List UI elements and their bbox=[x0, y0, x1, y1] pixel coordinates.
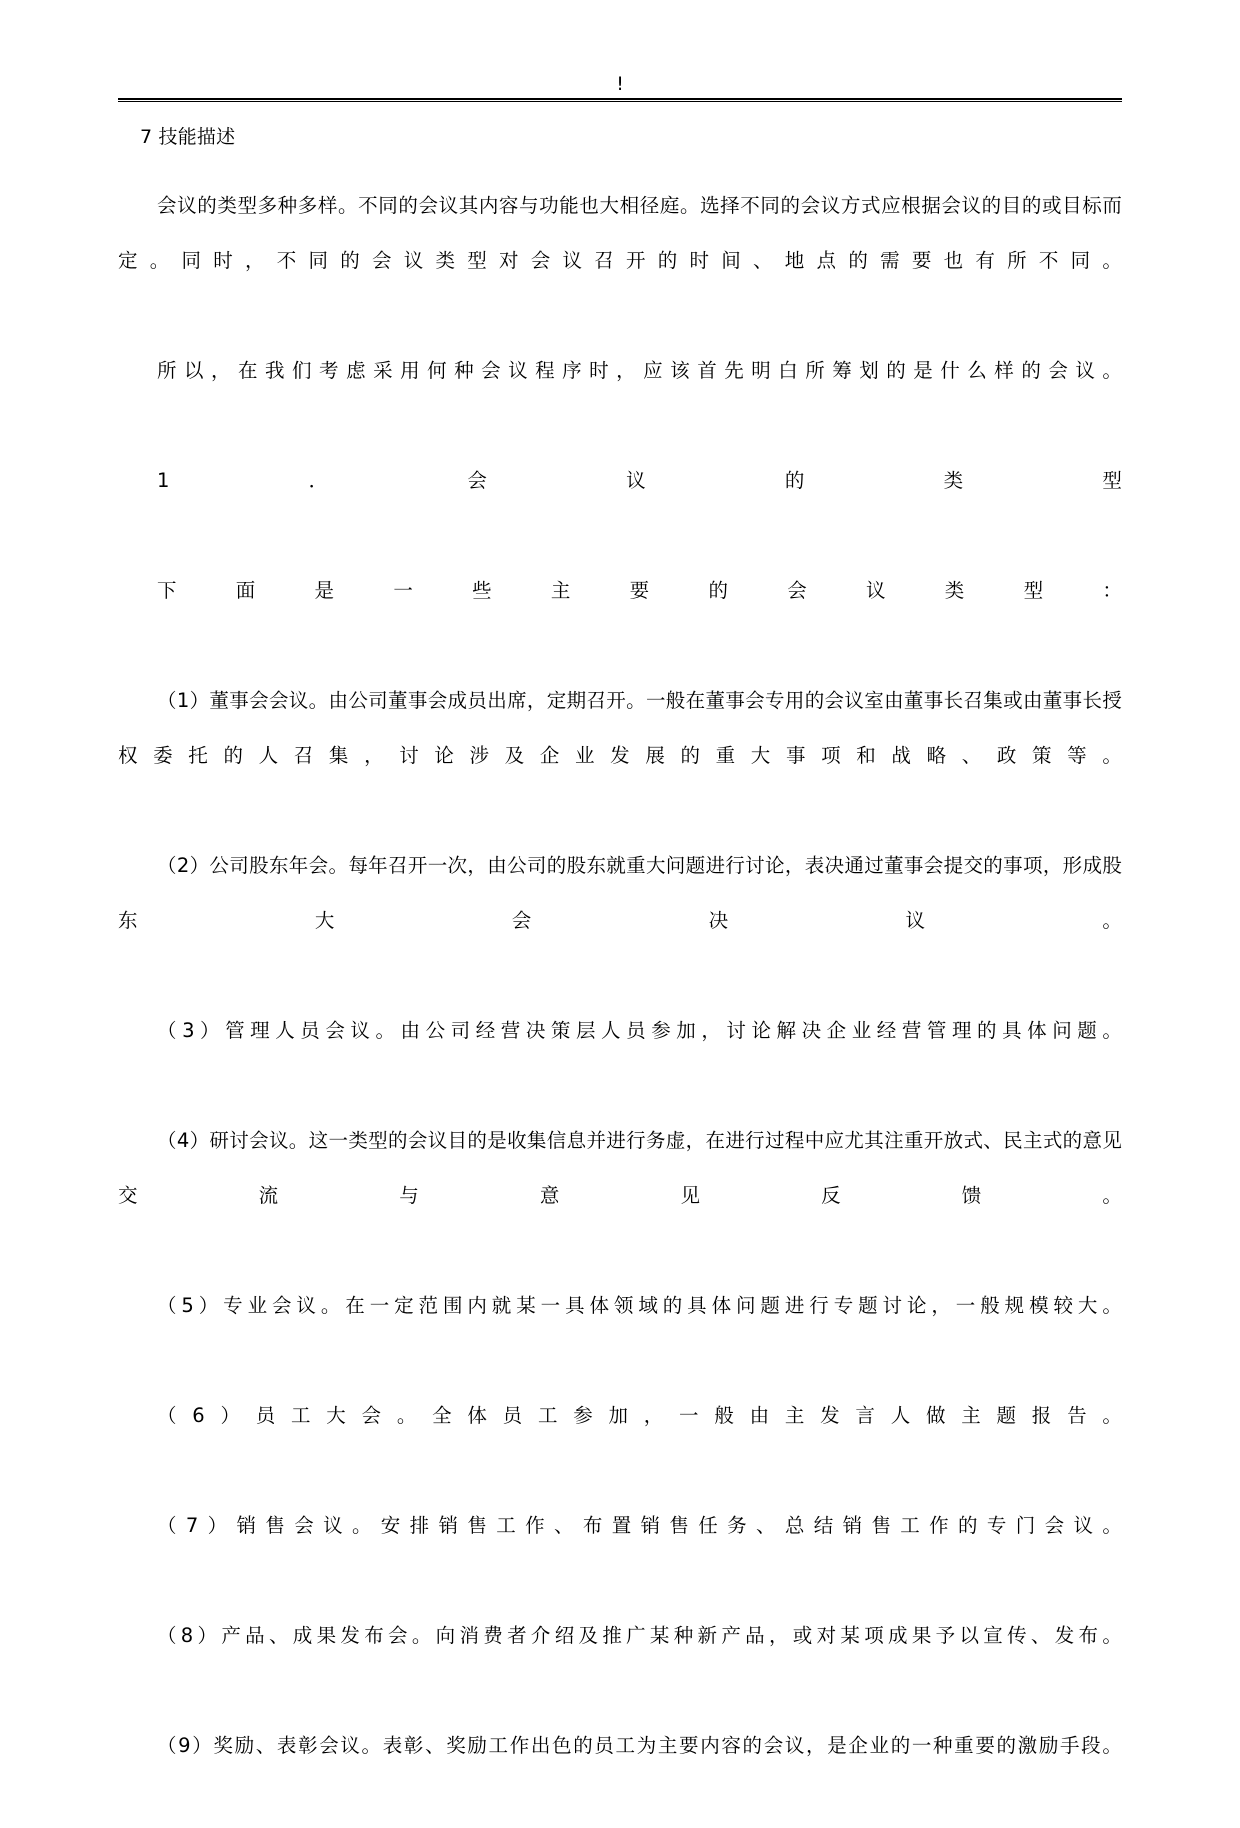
paragraph-intro-2: 所以，在我们考虑采用何种会议程序时，应该首先明白所筹划的是什么样的会议。 bbox=[157, 359, 1122, 382]
paragraph-item-2: （2）公司股东年会。每年召开一次，由公司的股东就重大问题进行讨论，表决通过董事会提交的事项，形成股东大会决议。 bbox=[118, 854, 1122, 932]
page-header bbox=[118, 72, 1122, 102]
section-title: 7 技能描述 bbox=[140, 126, 236, 148]
paragraph-intro-1: 会议的类型多种多样。不同的会议其内容与功能也大相径庭。选择不同的会议方式应根据会议的目的或目标而定。同时，不同的会议类型对会议召开的时间、地点的需要也有所不同。 bbox=[118, 194, 1122, 272]
paragraph-item-4: （4）研讨会议。这一类型的会议目的是收集信息并进行务虚，在进行过程中应尤其注重开放式、民主式的意见交流与意见反馈。 bbox=[118, 1129, 1122, 1207]
paragraph-item-5: （5）专业会议。在一定范围内就某一具体领域的具体问题进行专题讨论，一般规模较大。 bbox=[157, 1294, 1122, 1317]
header-mark-text: ! bbox=[616, 73, 624, 95]
paragraph-lead-in: 下面是一些主要的会议类型： bbox=[157, 579, 1122, 602]
paragraph-heading-1: 1．会议的类型 bbox=[157, 469, 1122, 492]
paragraph-item-3: （3）管理人员会议。由公司经营决策层人员参加，讨论解决企业经营管理的具体问题。 bbox=[157, 1019, 1122, 1042]
paragraph-item-8: （8）产品、成果发布会。向消费者介绍及推广某种新产品，或对某项成果予以宣传、发布。 bbox=[157, 1624, 1122, 1647]
header-divider bbox=[118, 98, 1122, 102]
paragraph-item-9: （9）奖励、表彰会议。表彰、奖励工作出色的员工为主要内容的会议，是企业的一种重要的激励手段。 bbox=[157, 1734, 1122, 1757]
paragraph-item-1: （1）董事会会议。由公司董事会成员出席，定期召开。一般在董事会专用的会议室由董事长召集或由董事长授权委托的人召集，讨论涉及企业发展的重大事项和战略、政策等。 bbox=[118, 689, 1122, 767]
document-body bbox=[118, 118, 1122, 1828]
paragraph-item-7: （7）销售会议。安排销售工作、布置销售任务、总结销售工作的专门会议。 bbox=[157, 1514, 1122, 1537]
paragraph-item-6: （6）员工大会。全体员工参加，一般由主发言人做主题报告。 bbox=[157, 1404, 1122, 1427]
